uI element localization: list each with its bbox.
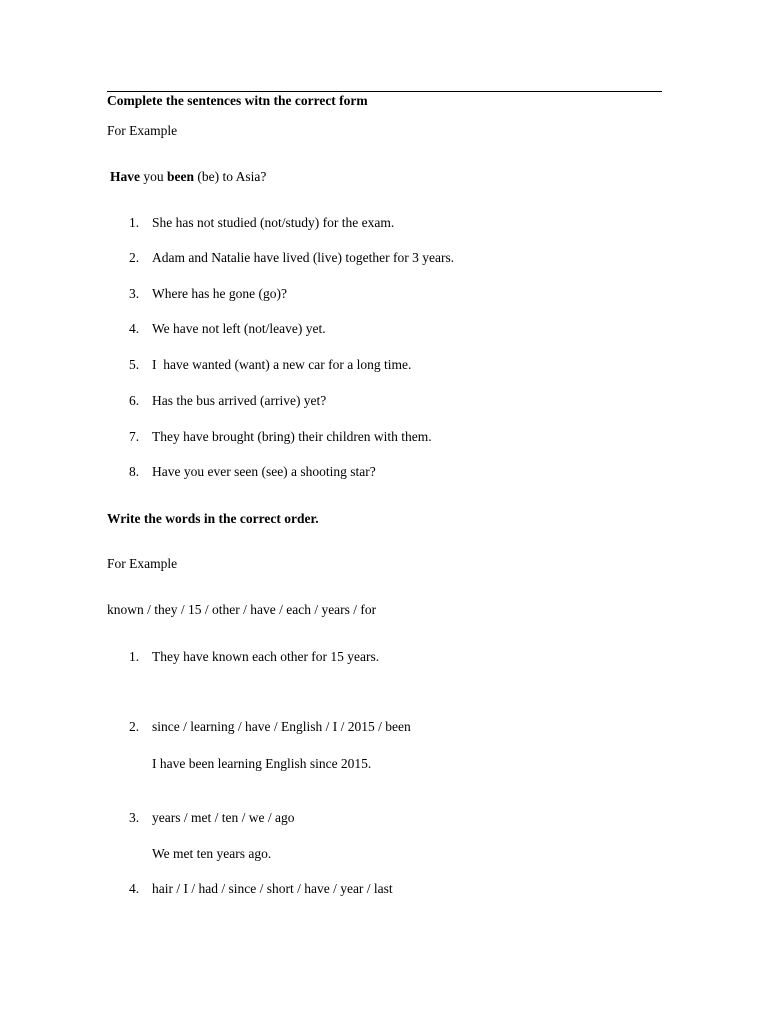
item-number: 4. bbox=[129, 321, 140, 336]
example-verb-been: been bbox=[167, 169, 194, 184]
word-order-answer: We met ten years ago. bbox=[152, 846, 272, 861]
item-number: 7. bbox=[129, 429, 140, 444]
list-item: Adam and Natalie have lived (live) together for 3 years. bbox=[152, 250, 455, 265]
example-verb-have: Have bbox=[110, 169, 140, 184]
item-number: 3. bbox=[129, 810, 140, 825]
list-item: Where has he gone (go)? bbox=[152, 286, 287, 301]
item-number: 2. bbox=[129, 250, 140, 265]
list-item: Have you ever seen (see) a shooting star? bbox=[152, 464, 376, 479]
item-number: 1. bbox=[129, 649, 140, 664]
section2-example-label: For Example bbox=[107, 556, 178, 571]
item-number: 5. bbox=[129, 357, 140, 372]
word-order-prompt: years / met / ten / we / ago bbox=[152, 810, 295, 825]
top-rule bbox=[107, 91, 662, 92]
section1-example bbox=[110, 169, 266, 185]
section1-example-label: For Example bbox=[107, 123, 178, 138]
item-number: 6. bbox=[129, 393, 140, 408]
example-text-1: you bbox=[140, 169, 167, 184]
section1-heading: Complete the sentences witn the correct form bbox=[107, 93, 368, 108]
item-number: 4. bbox=[129, 881, 140, 896]
list-item: We have not left (not/leave) yet. bbox=[152, 321, 326, 336]
item-number: 8. bbox=[129, 464, 140, 479]
word-order-prompt: hair / I / had / since / short / have / year / last bbox=[152, 881, 393, 896]
list-item: Has the bus arrived (arrive) yet? bbox=[152, 393, 327, 408]
list-item: She has not studied (not/study) for the exam. bbox=[152, 215, 395, 230]
section2-heading: Write the words in the correct order. bbox=[107, 511, 319, 526]
word-order-answer: I have been learning English since 2015. bbox=[152, 756, 372, 771]
list-item: They have brought (bring) their children with them. bbox=[152, 429, 432, 444]
item-number: 3. bbox=[129, 286, 140, 301]
section2-example: known / they / 15 / other / have / each / years / for bbox=[107, 602, 377, 617]
item-number: 2. bbox=[129, 719, 140, 734]
word-order-prompt: since / learning / have / English / I / 2015 / been bbox=[152, 719, 411, 734]
list-item: I have wanted (want) a new car for a long time. bbox=[152, 357, 412, 372]
item-number: 1. bbox=[129, 215, 140, 230]
example-text-2: (be) to Asia? bbox=[194, 169, 267, 184]
list-item: They have known each other for 15 years. bbox=[152, 649, 380, 664]
